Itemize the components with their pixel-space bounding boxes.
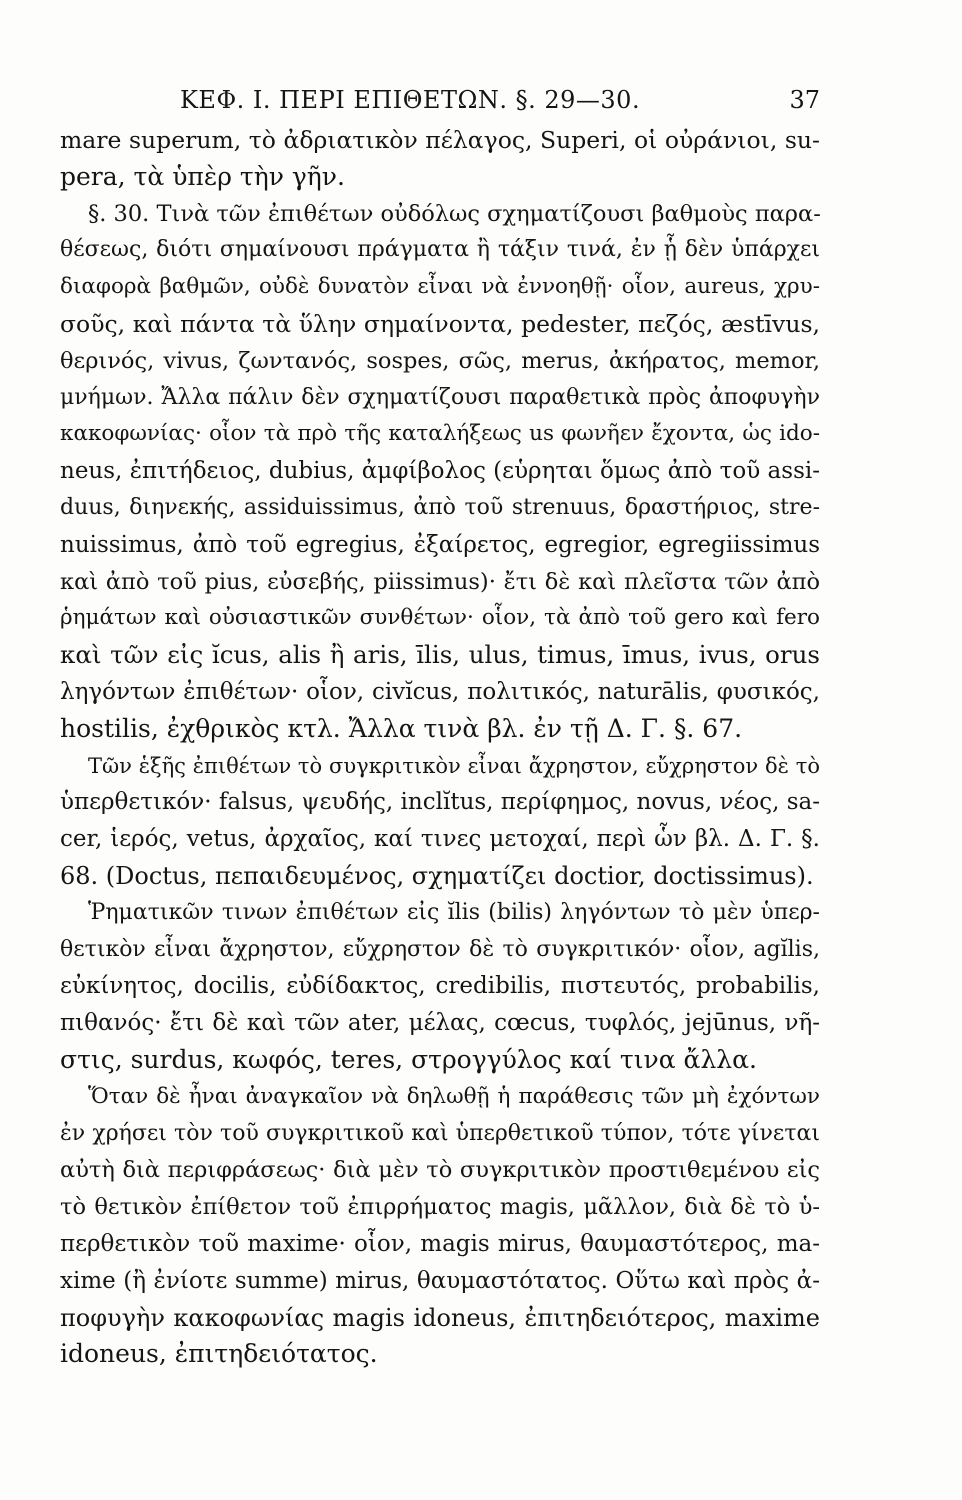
- running-header: [180, 86, 820, 126]
- text-line: εὐκίνητος, docilis, εὐδίδακτος, credibilis, πιστευτός, probabilis,: [60, 973, 820, 1000]
- section-heading-line: §. 30. Τινὰ τῶν ἐπιθέτων οὐδόλως σχηματίζουσι βαθμοὺς παρα-: [88, 200, 821, 227]
- page-number: 37: [789, 86, 820, 114]
- paragraph-start-line: Ῥηματικῶν τινων ἐπιθέτων εἰς ĭlis (bilis) ληγόντων τὸ μὲν ὑπερ-: [88, 899, 820, 925]
- text-line: xime (ἢ ἐνίοτε summe) mirus, θαυμαστότατος. Οὕτω καὶ πρὸς ἀ-: [60, 1267, 820, 1294]
- text-line: τὸ θετικὸν ἐπίθετον τοῦ ἐπιρρήματος magis, μᾶλλον, διὰ δὲ τὸ ὑ-: [60, 1194, 820, 1221]
- chapter-heading: ΚΕΦ. Ι. ΠΕΡΙ ΕΠΙΘΕΤΩΝ. §. 29—30.: [180, 86, 641, 114]
- text-line: pera, τὰ ὑπὲρ τὴν γῆν.: [60, 161, 345, 191]
- paragraph-start-line: Ὅταν δὲ ἦναι ἀναγκαῖον νὰ δηλωθῇ ἡ παράθεσις τῶν μὴ ἐχόντων: [88, 1083, 820, 1109]
- text-line: πιθανός· ἔτι δὲ καὶ τῶν ater, μέλας, cœcus, τυφλός, jejūnus, νῆ-: [60, 1010, 820, 1037]
- paragraph-start-line: Τῶν ἑξῆς ἐπιθέτων τὸ συγκριτικὸν εἶναι ἄχρηστον, εὔχρηστον δὲ τὸ: [88, 753, 820, 778]
- text-line: ὑπερθετικόν· falsus, ψευδής, inclĭtus, περίφημος, novus, νέος, sa-: [60, 789, 820, 816]
- text-line: nuissimus, ἀπὸ τοῦ egregius, ἐξαίρετος, egregior, egregiissimus: [60, 531, 820, 558]
- text-line: hostilis, ἐχθρικὸς κτλ. Ἄλλα τινὰ βλ. ἐν τῇ Δ. Γ. §. 67.: [60, 713, 743, 743]
- text-line: θερινός, vivus, ζωντανός, sospes, σῶς, merus, ἀκήρατος, memor,: [60, 347, 820, 374]
- text-line: διαφορὰ βαθμῶν, οὐδὲ δυνατὸν εἶναι νὰ ἐννοηθῇ· οἷον, aureus, χρυ-: [60, 274, 820, 300]
- text-line: ληγόντων ἐπιθέτων· οἷον, civĭcus, πολιτικός, naturālis, φυσικός,: [60, 678, 820, 705]
- text-line: ἐν χρήσει τὸν τοῦ συγκριτικοῦ καὶ ὑπερθετικοῦ τύπον, τότε γίνεται: [60, 1120, 820, 1146]
- text-line: θετικὸν εἶναι ἄχρηστον, εὔχρηστον δὲ τὸ συγκριτικόν· οἷον, agĭlis,: [60, 936, 820, 962]
- text-line: περθετικὸν τοῦ maxime· οἷον, magis mirus, θαυμαστότερος, ma-: [60, 1230, 820, 1257]
- text-line: mare superum, τὸ ἀδριατικὸν πέλαγος, Superi, οἱ οὐράνιοι, su-: [60, 126, 820, 154]
- text-line: duus, διηνεκής, assiduissimus, ἀπὸ τοῦ strenuus, δραστήριος, stre-: [60, 494, 820, 520]
- body-text: [60, 122, 820, 1373]
- text-line: αὐτὴ διὰ περιφράσεως· διὰ μὲν τὸ συγκριτικὸν προστιθεμένου εἰς: [60, 1157, 820, 1184]
- text-line: καὶ τῶν εἰς ĭcus, alis ἢ aris, īlis, ulus, timus, īmus, ivus, orus: [60, 640, 820, 670]
- text-line: μνήμων. Ἄλλα πάλιν δὲν σχηματίζουσι παραθετικὰ πρὸς ἀποφυγὴν: [60, 384, 820, 410]
- text-line: καὶ ἀπὸ τοῦ pius, εὐσεβής, piissimus)· ἔτι δὲ καὶ πλεῖστα τῶν ἀπὸ: [60, 568, 820, 595]
- text-line: σοῦς, καὶ πάντα τὰ ὕλην σημαίνοντα, pedester, πεζός, æstīvus,: [60, 309, 820, 338]
- text-line: κακοφωνίας· οἷον τὰ πρὸ τῆς καταλήξεως us φωνῆεν ἔχοντα, ὡς ido-: [60, 421, 820, 447]
- text-line: idoneus, ἐπιτηδειότατος.: [60, 1339, 378, 1369]
- text-line: ῥημάτων καὶ οὐσιαστικῶν συνθέτων· οἷον, τὰ ἀπὸ τοῦ gero καὶ fero: [60, 605, 820, 631]
- text-line: neus, ἐπιτήδειος, dubius, ἀμφίβολος (εὑρηται ὅμως ἀπὸ τοῦ assi-: [60, 458, 820, 485]
- text-line: cer, ἱερός, vetus, ἀρχαῖος, καί τινες μετοχαί, περὶ ὧν βλ. Δ. Γ. §.: [60, 826, 820, 853]
- text-line: ποφυγὴν κακοφωνίας magis idoneus, ἐπιτηδειότερος, maxime: [60, 1303, 820, 1332]
- text-line: στις, surdus, κωφός, teres, στρογγύλος καί τινα ἄλλα.: [60, 1044, 757, 1074]
- text-line: 68. (Doctus, πεπαιδευμένος, σχηματίζει doctior, doctissimus).: [60, 861, 814, 890]
- text-line: θέσεως, διότι σημαίνουσι πράγματα ἢ τάξιν τινά, ἐν ᾗ δὲν ὑπάρχει: [60, 237, 820, 263]
